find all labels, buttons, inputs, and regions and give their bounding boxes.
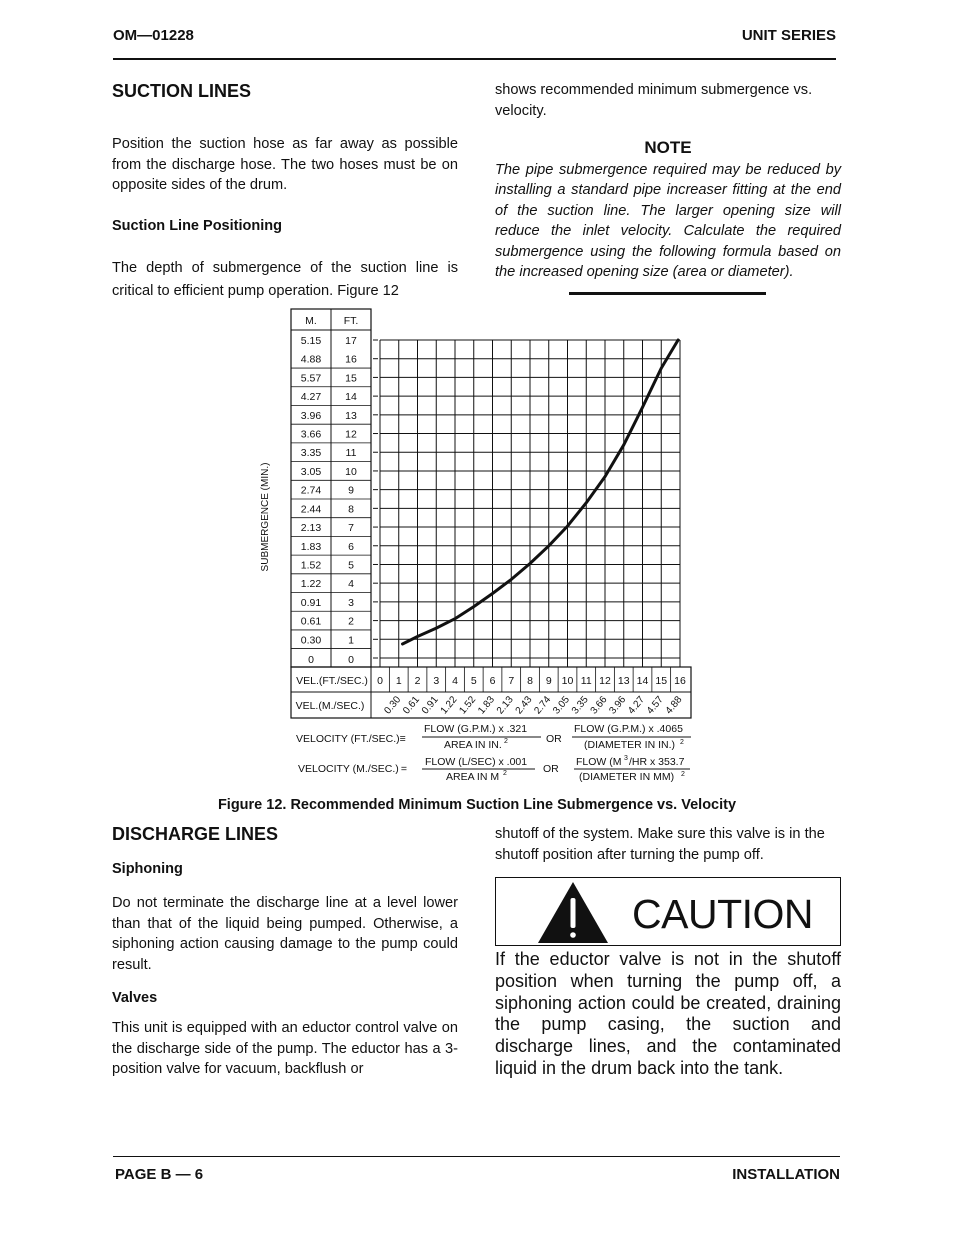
x-tick-m: 1.52 — [457, 694, 479, 717]
x-tick-m: 3.66 — [588, 694, 610, 717]
x-tick-ft: 10 — [561, 675, 574, 687]
x-tick-m: 4.27 — [626, 694, 648, 717]
submergence-paragraph: The depth of submergence of the suction line is critical to efficient pump operation. Figure 12 — [112, 260, 458, 299]
y-tick-ft: 1 — [348, 634, 354, 647]
warning-triangle-icon — [536, 880, 610, 944]
y-tick-ft: 12 — [345, 428, 357, 441]
x-tick-m: 0.61 — [401, 694, 423, 717]
y-header-ft: FT. — [343, 315, 359, 327]
x-tick-m: 0.91 — [419, 694, 441, 717]
y-tick-m: 1.22 — [300, 578, 322, 591]
x-label-ft: VEL.(FT./SEC.) — [296, 675, 368, 687]
formula-area-in-den: AREA IN IN. — [444, 739, 502, 751]
formula-or-2: OR — [543, 763, 559, 775]
formula-dia-mm-sup: 2 — [681, 771, 685, 778]
y-tick-ft: 3 — [348, 596, 354, 609]
suction-positioning-heading: Suction Line Positioning — [112, 218, 282, 234]
y-tick-m: 0 — [308, 654, 314, 666]
y-tick-m: 5.15 — [300, 335, 322, 347]
y-axis-label: SUBMERGENCE (MIN.) — [260, 462, 271, 572]
note-title: NOTE — [644, 138, 692, 157]
y-tick-ft: 16 — [345, 353, 357, 366]
suction-lines-heading: SUCTION LINES — [112, 81, 252, 101]
x-tick-ft: 14 — [636, 675, 649, 687]
header-doc-id: OM—01228 — [113, 27, 194, 44]
x-tick-m: 2.74 — [532, 694, 554, 717]
valves-paragraph: This unit is equipped with an eductor control valve on the discharge side of the pump. The eductor has a 3-position valve for vacuum, backflush or — [112, 1020, 458, 1077]
x-tick-m: 1.83 — [476, 694, 498, 717]
x-tick-m: 3.96 — [607, 694, 629, 717]
x-tick-ft: 7 — [508, 675, 515, 687]
y-tick-m: 0.30 — [300, 634, 322, 647]
x-tick-ft: 6 — [489, 675, 496, 687]
suction-paragraph: Position the suction hose as far away as possible from the discharge hose. The two hoses must be on opposite sides of the drum. — [112, 136, 458, 193]
x-tick-ft: 15 — [655, 675, 668, 687]
footer-page-number: PAGE B — 6 — [115, 1166, 204, 1183]
y-tick-m: 3.66 — [300, 428, 322, 441]
formula-flow-gpm-num: FLOW (G.P.M.) x .321 — [424, 723, 528, 735]
y-tick-ft: 0 — [348, 654, 354, 666]
y-tick-m: 0.91 — [300, 596, 322, 609]
y-tick-ft: 2 — [348, 615, 354, 628]
y-tick-m: 0.61 — [300, 615, 322, 628]
y-tick-ft: 5 — [348, 559, 354, 572]
formula-dia-mm-den: (DIAMETER IN MM) — [579, 771, 675, 783]
x-tick-ft: 13 — [617, 675, 630, 687]
formula-or-1: OR — [546, 733, 562, 745]
x-tick-m: 4.88 — [663, 694, 685, 717]
x-tick-m: 3.05 — [551, 694, 573, 717]
y-tick-ft: 15 — [345, 372, 357, 385]
y-tick-ft: 13 — [345, 409, 357, 422]
y-tick-ft: 7 — [348, 522, 354, 535]
y-tick-ft: 14 — [345, 391, 357, 404]
x-tick-m: 2.43 — [513, 694, 535, 717]
x-tick-ft: 4 — [452, 675, 458, 687]
x-tick-m: 2.13 — [494, 694, 516, 717]
caution-box — [495, 877, 841, 946]
formula-area-m-den: AREA IN M — [446, 771, 500, 783]
formula-flow-gpm-dia-num: FLOW (G.P.M.) x .4065 — [574, 723, 683, 735]
valves-paragraph-cont: shutoff of the system. Make sure this valve is in the shutoff position after turning the pump off. — [495, 826, 825, 863]
formula-velocity-m-lhs: VELOCITY (M./SEC.) = — [298, 763, 407, 775]
x-tick-m: 4.57 — [644, 694, 666, 717]
x-tick-ft: 9 — [545, 675, 552, 687]
formula-area-in-sup: 2 — [504, 738, 508, 745]
x-label-m: VEL.(M./SEC.) — [295, 700, 365, 712]
x-tick-ft: 12 — [599, 675, 611, 687]
formula-flow-lsec-num: FLOW (L/SEC) x .001 — [425, 756, 528, 768]
y-tick-ft: 4 — [348, 578, 354, 591]
x-tick-ft: 16 — [674, 675, 686, 687]
y-tick-m: 4.88 — [300, 353, 322, 366]
x-tick-m: 3.35 — [569, 694, 591, 717]
x-tick-ft: 1 — [395, 675, 402, 687]
y-tick-m: 3.35 — [300, 447, 322, 460]
y-tick-m: 2.13 — [300, 522, 322, 535]
caution-label: CAUTION — [632, 891, 813, 937]
formula-dia-in-sup: 2 — [680, 739, 684, 746]
y-header-m: M. — [305, 315, 317, 327]
y-tick-m: 1.52 — [300, 559, 322, 572]
x-tick-m: 0.30 — [382, 694, 404, 717]
y-tick-ft: 8 — [348, 503, 354, 516]
y-tick-m: 3.05 — [300, 465, 322, 478]
x-tick-ft: 0 — [377, 675, 383, 687]
discharge-lines-heading: DISCHARGE LINES — [112, 824, 279, 844]
caution-body: If the eductor valve is not in the shutoff position when turning the pump off, a siphoning action could be created, draining the pump casing, the suction and discharge lines, and the contaminated liquid in the drum back into the tank. — [495, 949, 841, 1078]
y-tick-ft: 17 — [345, 335, 357, 347]
y-tick-ft: 9 — [348, 484, 354, 497]
footer-section: INSTALLATION — [732, 1166, 840, 1183]
footer-rule — [113, 1156, 840, 1157]
formula-flow-m3hr-num-b: /HR x 353.7 — [629, 756, 685, 768]
x-tick-ft: 11 — [580, 675, 592, 687]
formula-flow-m3hr-sup: 3 — [624, 755, 628, 762]
y-tick-ft: 11 — [345, 447, 357, 460]
figure-caption: Figure 12. Recommended Minimum Suction Line Submergence vs. Velocity — [217, 797, 737, 813]
y-tick-ft: 6 — [348, 540, 354, 553]
submergence-curve — [403, 340, 679, 644]
x-tick-ft: 2 — [414, 675, 421, 687]
siphoning-paragraph: Do not terminate the discharge line at a level lower than that of the liquid being pumped. Otherwise, a siphoning action causing damage to the pump could result. — [112, 895, 458, 973]
y-tick-m: 2.74 — [300, 484, 322, 497]
formula-area-m-sup: 2 — [503, 770, 507, 777]
valves-heading: Valves — [112, 990, 158, 1006]
formula-dia-in-den: (DIAMETER IN IN.) — [584, 739, 675, 751]
x-tick-m: 1.22 — [438, 694, 460, 717]
x-tick-ft: 3 — [433, 675, 440, 687]
y-tick-m: 1.83 — [300, 540, 322, 553]
x-tick-ft: 5 — [470, 675, 477, 687]
formula-velocity-ft-lhs: VELOCITY (FT./SEC.)≡ — [296, 733, 406, 745]
header-series: UNIT SERIES — [741, 27, 836, 44]
y-tick-m: 2.44 — [300, 503, 322, 516]
formula-flow-m3hr-num-a: FLOW (M — [576, 756, 622, 768]
y-tick-m: 3.96 — [300, 409, 322, 422]
y-tick-m: 4.27 — [300, 391, 322, 404]
note-body: The pipe submergence required may be reduced by installing a standard pipe increaser fitting at the end of the suction line. The larger opening size will reduce the inlet velocity. Calculate the required submergence using the following formula based on the increased opening size (area or diameter). — [495, 162, 841, 281]
submergence-paragraph-cont: shows recommended minimum submergence vs. velocity. — [495, 82, 813, 119]
siphoning-heading: Siphoning — [112, 861, 183, 877]
y-tick-m: 5.57 — [300, 372, 322, 385]
y-tick-ft: 10 — [345, 465, 357, 478]
x-tick-ft: 8 — [527, 675, 533, 687]
